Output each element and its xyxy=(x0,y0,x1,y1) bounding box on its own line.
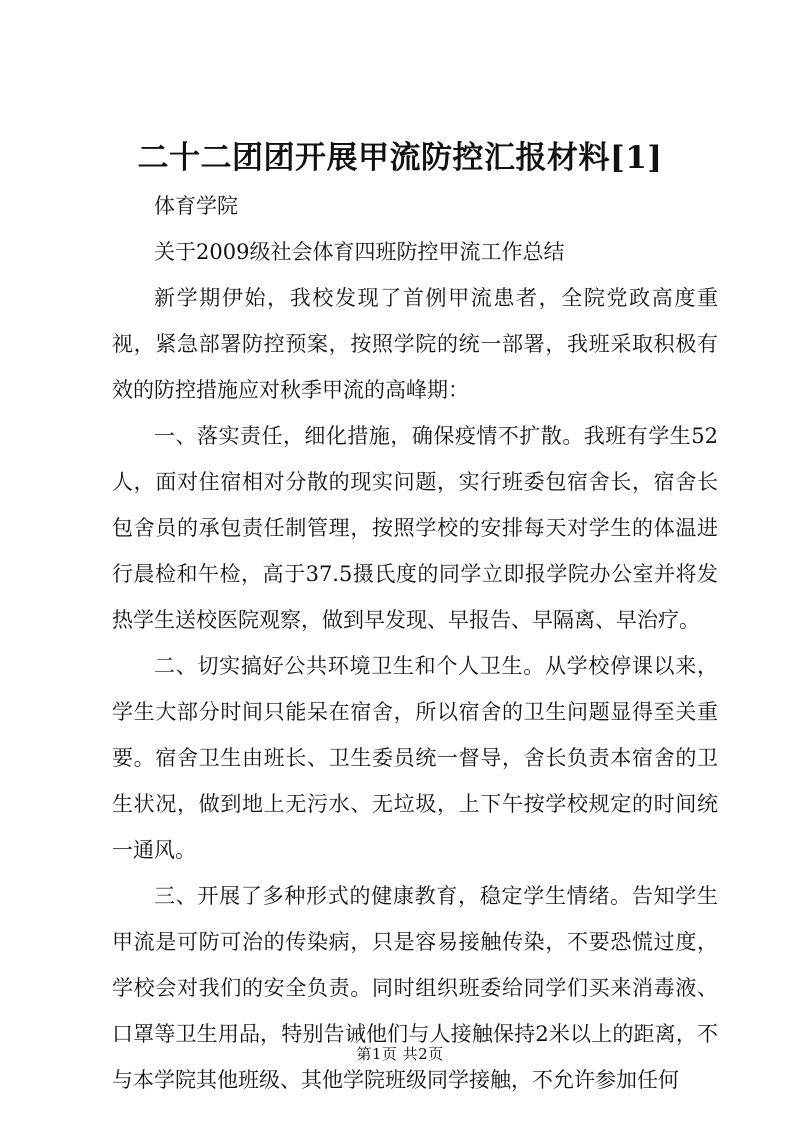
document-title: 二十二团团开展甲流防控汇报材料[1] xyxy=(137,140,663,176)
paragraph-point-2: 二、切实搞好公共环境卫生和个人卫生。从学校停课以来，学生大部分时间只能呆在宿舍，所以宿舍的卫生问题显得至关重要。宿舍卫生由班长、卫生委员统一督导，舍长负责本宿舍的卫生状况，做到地上无污水、无垃圾，上下午按学校规定的时间统一通风。 xyxy=(112,654,718,862)
page-number-footer: 第1页 共2页 xyxy=(356,1045,444,1063)
document-body xyxy=(112,183,718,1103)
paragraph-point-3: 三、开展了多种形式的健康教育，稳定学生情绪。告知学生甲流是可防可治的传染病，只是容易接触传染，不要恐慌过度，学校会对我们的安全负责。同时组织班委给同学们买来消毒液、口罩等卫生用品，特别告诫他们与人接触保持2米以上的距离，不与本学院其他班级、其他学院班级同学接触，不允许参加任何 xyxy=(112,884,718,1092)
paragraph-intro: 新学期伊始，我校发现了首例甲流患者，全院党政高度重视，紧急部署防控预案，按照学院的统一部署，我班采取积极有效的防控措施应对秋季甲流的高峰期： xyxy=(112,286,718,402)
paragraph-subject: 关于2009级社会体育四班防控甲流工作总结 xyxy=(154,240,565,264)
paragraph-department: 体育学院 xyxy=(154,194,238,218)
paragraph-point-1: 一、落实责任，细化措施，确保疫情不扩散。我班有学生52人，面对住宿相对分散的现实问题，实行班委包宿舍长，宿舍长包舍员的承包责任制管理，按照学校的安排每天对学生的体温进行晨检和午检，高于37.5摄氏度的同学立即报学院办公室并将发热学生送校医院观察，做到早发现、早报告、早隔离、早治疗。 xyxy=(112,424,718,632)
